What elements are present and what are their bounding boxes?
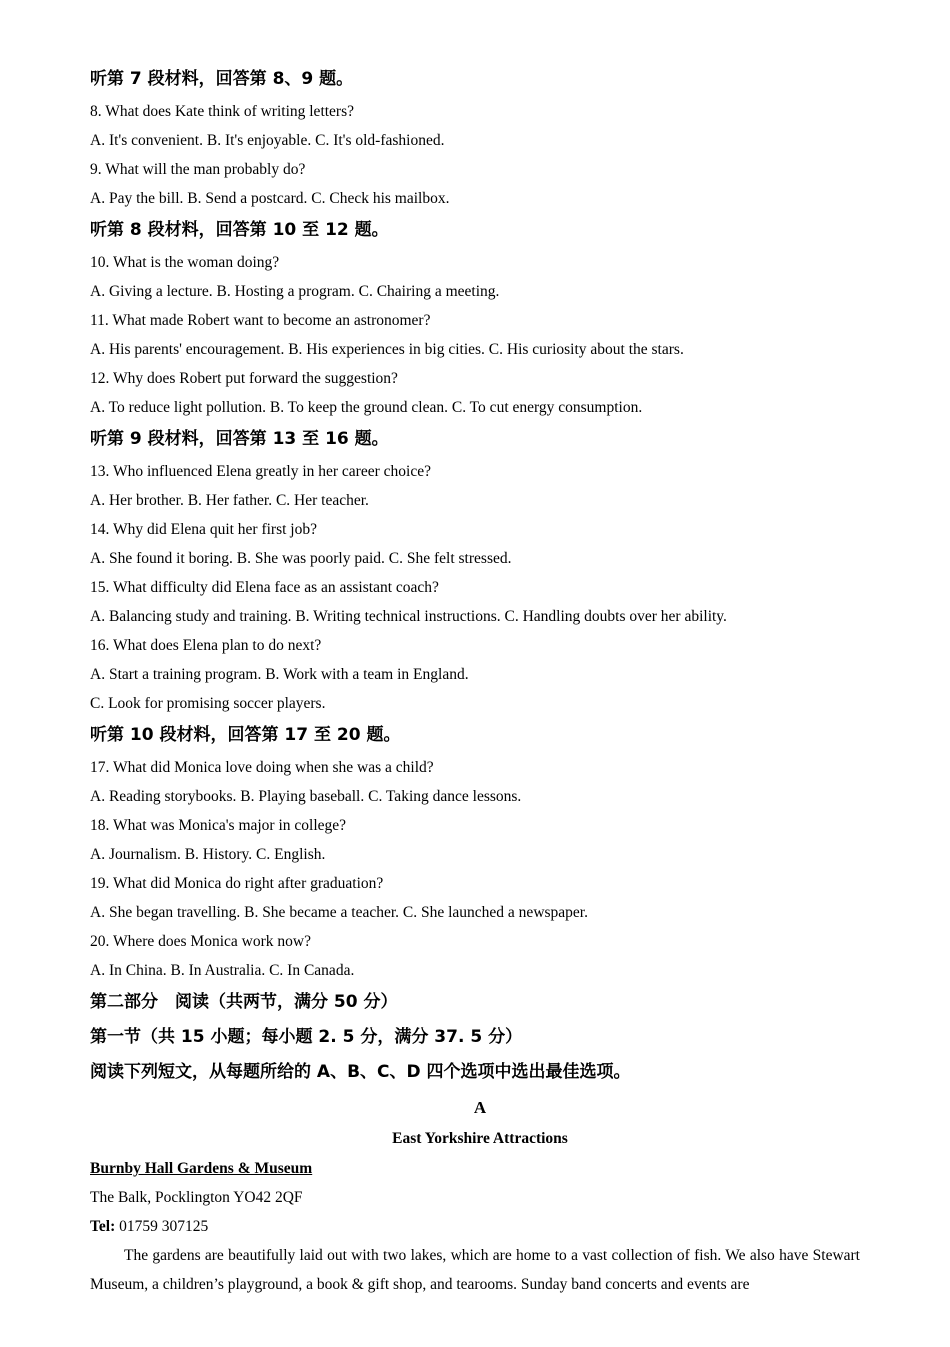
question-line: 11. What made Robert want to become an astronomer?: [90, 312, 431, 329]
options-line: A. Reading storybooks. B. Playing baseball. C. Taking dance lessons.: [90, 788, 522, 805]
options-line: A. It's convenient. B. It's enjoyable. C. It's old-fashioned.: [90, 132, 445, 149]
section-heading: 听第 9 段材料，回答第 13 至 16 题。: [90, 429, 389, 449]
section-heading: 听第 8 段材料，回答第 10 至 12 题。: [90, 220, 389, 240]
options-line: A. Start a training program. B. Work with a team in England.: [90, 666, 469, 683]
instruction: 阅读下列短文，从每题所给的 A、B、C、D 四个选项中选出最佳选项。: [90, 1062, 631, 1082]
question-line: 19. What did Monica do right after graduation?: [90, 875, 384, 892]
attraction-phone: [90, 1212, 870, 1241]
question-line: 16. What does Elena plan to do next?: [90, 637, 322, 654]
options-line: A. She found it boring. B. She was poorly paid. C. She felt stressed.: [90, 550, 512, 567]
question-line: 13. Who influenced Elena greatly in her career choice?: [90, 463, 431, 480]
options-line: C. Look for promising soccer players.: [90, 695, 326, 712]
question-line: 12. Why does Robert put forward the suggestion?: [90, 370, 398, 387]
question-line: 10. What is the woman doing?: [90, 254, 280, 271]
tel-value: 01759 307125: [115, 1218, 209, 1235]
options-line: A. In China. B. In Australia. C. In Canada.: [90, 962, 355, 979]
question-line: 14. Why did Elena quit her first job?: [90, 521, 317, 538]
question-line: 20. Where does Monica work now?: [90, 933, 311, 950]
options-line: A. To reduce light pollution. B. To keep the ground clean. C. To cut energy consumption.: [90, 399, 643, 416]
question-line: 18. What was Monica's major in college?: [90, 817, 347, 834]
passage-title: East Yorkshire Attractions: [392, 1130, 568, 1147]
options-line: A. His parents' encouragement. B. His experiences in big cities. C. His curiosity about the stars.: [90, 341, 684, 358]
options-line: A. Pay the bill. B. Send a postcard. C. Check his mailbox.: [90, 190, 450, 207]
tel-label: Tel:: [90, 1218, 116, 1235]
options-line: A. Her brother. B. Her father. C. Her teacher.: [90, 492, 369, 509]
section-heading: 听第 7 段材料，回答第 8、9 题。: [90, 69, 354, 89]
attraction-name: Burnby Hall Gardens & Museum: [90, 1160, 313, 1177]
attraction-address: The Balk, Pocklington YO42 2QF: [90, 1189, 303, 1206]
options-line: A. Balancing study and training. B. Writing technical instructions. C. Handling doubts over her ability.: [90, 608, 727, 625]
part-title: 第二部分 阅读（共两节，满分 50 分）: [90, 992, 398, 1012]
section-heading: 听第 10 段材料，回答第 17 至 20 题。: [90, 725, 401, 745]
options-line: A. She began travelling. B. She became a teacher. C. She launched a newspaper.: [90, 904, 588, 921]
question-line: 15. What difficulty did Elena face as an assistant coach?: [90, 579, 439, 596]
question-line: 17. What did Monica love doing when she was a child?: [90, 759, 434, 776]
passage-letter: A: [473, 1098, 487, 1117]
attraction-description: The gardens are beautifully laid out with two lakes, which are home to a vast collection of fish. We also have Stewart Museum, a children’s playground, a book & gift shop, and tearooms. Sunday band concerts and events are: [90, 1247, 860, 1293]
section-title: 第一节（共 15 小题；每小题 2. 5 分，满分 37. 5 分）: [90, 1027, 523, 1047]
options-line: A. Giving a lecture. B. Hosting a program. C. Chairing a meeting.: [90, 283, 500, 300]
document-page: [90, 62, 870, 1299]
question-line: 9. What will the man probably do?: [90, 161, 306, 178]
options-line: A. Journalism. B. History. C. English.: [90, 846, 326, 863]
question-line: 8. What does Kate think of writing letters?: [90, 103, 355, 120]
